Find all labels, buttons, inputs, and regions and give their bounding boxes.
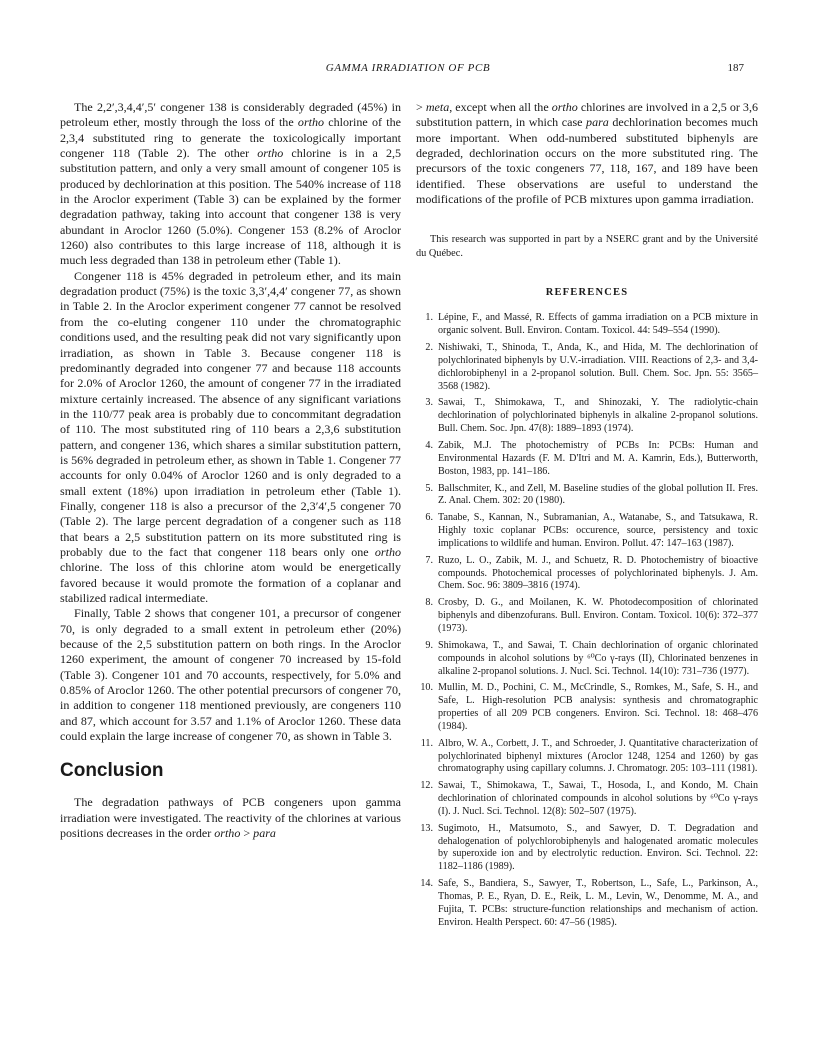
reference-number: 12. bbox=[420, 780, 433, 792]
text-run: dechlorination becomes much more important. When odd-numbered substituted biphenyls are degraded, dechlorination occurs on the more substituted ring. The precursors of the toxic congeners 77, 118, 167, and 189 have been identified. These observations are useful to understand the modifications of the profile of PCB mixtures upon gamma irradiation. bbox=[416, 115, 758, 207]
reference-number: 3. bbox=[425, 397, 433, 409]
reference-text: Nishiwaki, T., Shinoda, T., Anda, K., and Hida, M. The dechlorination of polychlorinated biphenyls by U.V.-irradiation. VIII. Reactions of 2,3- and 3,4-dichlorobiphenyl in a 2-propanol solution. Bull. Chem. Soc. Jpn. 55: 3565–3568 (1982). bbox=[438, 342, 758, 392]
reference-item bbox=[416, 440, 758, 479]
body-paragraph bbox=[60, 269, 401, 607]
reference-number: 2. bbox=[425, 342, 433, 354]
text-run: , except when all the bbox=[449, 100, 552, 114]
reference-list bbox=[416, 312, 758, 929]
italic-term: para bbox=[253, 826, 276, 841]
reference-item bbox=[416, 682, 758, 733]
reference-text: Tanabe, S., Kannan, N., Subramanian, A., Watanabe, S., and Tatsukawa, R. Highly toxic coplanar PCBs: occurence, source, persistency and toxic implications to wildlife and human. Environ. Pollut. 47: 147–163 (1987). bbox=[438, 512, 758, 549]
reference-text: Crosby, D. G., and Moilanen, K. W. Photodecomposition of chlorinated biphenyls and dibenzofurans. Bull. Environ. Contam. Toxicol. 10(6): 372–377 (1973). bbox=[438, 597, 758, 634]
page-number: 187 bbox=[727, 62, 744, 74]
italic-term: ortho bbox=[214, 826, 241, 841]
left-column bbox=[60, 100, 401, 841]
reference-item bbox=[416, 397, 758, 436]
reference-number: 9. bbox=[425, 639, 433, 651]
references-heading: REFERENCES bbox=[545, 287, 629, 299]
reference-number: 8. bbox=[425, 597, 433, 609]
reference-item bbox=[416, 738, 758, 777]
reference-text: Sawai, T., Shimokawa, T., Sawai, T., Hosoda, I., and Kondo, M. Chain dechlorination of chlorinated compounds in alcohol solutions by ⁶⁰Co γ-rays (I). J. Nucl. Sci. Technol. 12(8): 502–507 (1975). bbox=[438, 780, 758, 817]
text-run: > bbox=[416, 100, 426, 114]
reference-text: Sawai, T., Shimokawa, T., and Shinozaki, Y. The radiolytic-chain dechlorination of polychlorinated biphenyls in alkaline 2-propanol solutions. Bull. Chem. Soc. Jpn. 47(8): 1889–1893 (1974). bbox=[438, 397, 758, 435]
body-paragraph bbox=[60, 606, 401, 744]
acknowledgment: This research was supported in part by a NSERC grant and by the Université du Québec. bbox=[416, 234, 758, 259]
reference-item bbox=[416, 878, 758, 929]
reference-item bbox=[416, 342, 758, 393]
text-run: The degradation pathways of PCB congeners upon gamma irradiation were investigated. The reactivity of the chlorines at various positions decreases in the order bbox=[60, 795, 401, 841]
italic-term: ortho bbox=[551, 100, 578, 114]
italic-term: ortho bbox=[374, 544, 401, 559]
reference-text: Zabik, M.J. The photochemistry of PCBs In: PCBs: Human and Environmental Hazards (F. M. D'Itri and M. A. Kamrin, Eds.), Butterworth, Boston, 1983, pp. 141–186. bbox=[438, 440, 758, 477]
italic-term: meta bbox=[425, 100, 450, 114]
reference-item bbox=[416, 555, 758, 594]
reference-text: Albro, W. A., Corbett, J. T., and Schroeder, J. Quantitative characterization of polychlorinated biphenyl mixtures (Aroclor 1248, 1254 and 1260) by gas chromatography using capillary columns. J. Chromatogr. 205: 103–111 (1981). bbox=[438, 737, 758, 775]
conclusion-paragraph-continued bbox=[416, 100, 758, 207]
reference-text: Ruzo, L. O., Zabik, M. J., and Schuetz, R. D. Photochemistry of bioactive compounds. Photochemical processes of polychlorinated biphenyls. J. Am. Chem. Soc. 96: 3809–3816 (1974). bbox=[438, 554, 758, 592]
text-run: > bbox=[240, 826, 254, 841]
reference-text: Lépine, F., and Massé, R. Effects of gamma irradiation on a PCB mixture in organic solvent. Bull. Environ. Contam. Toxicol. 44: 549–554 (1990). bbox=[438, 312, 758, 337]
reference-number: 5. bbox=[425, 482, 433, 494]
running-head: GAMMA IRRADIATION OF PCB bbox=[325, 62, 491, 74]
reference-text: Shimokawa, T., and Sawai, T. Chain dechlorination of organic chlorinated compounds in alcohol solutions by ⁶⁰Co γ-rays (II), Chlorinated benzenes in alkaline 2-propanol solutions. J. Nucl. Sci. Technol. 14(10): 731–736 (1977). bbox=[438, 639, 758, 677]
reference-item bbox=[416, 640, 758, 679]
reference-item bbox=[416, 483, 758, 509]
reference-text: Ballschmiter, K., and Zell, M. Baseline studies of the global pollution II. Fres. Z. Anal. Chem. 302: 20 (1980). bbox=[438, 482, 758, 507]
reference-item bbox=[416, 597, 758, 636]
italic-term: para bbox=[586, 115, 609, 130]
reference-number: 1. bbox=[425, 312, 433, 324]
reference-item bbox=[416, 780, 758, 819]
reference-item bbox=[416, 823, 758, 874]
reference-number: 6. bbox=[425, 512, 433, 524]
reference-text: Safe, S., Bandiera, S., Sawyer, T., Robertson, L., Safe, L., Parkinson, A., Thomas, P. E., Ryan, D. E., Reik, L. M., Levin, W., Denomme, M. A., and Fujita, T. PCBs: structure-function relationships and mechanism of action. Environ. Health Perspect. 60: 47–56 (1985). bbox=[438, 878, 758, 928]
text-run: chlorines are involved in a 2,5 or 3,6 substitution pattern, in which case bbox=[416, 100, 758, 130]
text-run: chlorine. The loss of this chlorine atom would be energetically favored because it would promote the formation of a coplanar and stabilized radical intermediate. bbox=[60, 560, 401, 605]
text-run: chlorine is in a 2,5 substitution pattern, and only a very small amount of congener 105 is produced by dechlorination at this position. The 540% increase of 118 in the Aroclor experiment (Table 3) can be explained by the former degradation pathway, taking into account that congener 138 is very abundant in Aroclor 1260 (5.0%). Congener 153 (8.2% of Aroclor 1260) also contributes to this large increase of 118, although it is much less degraded than 138 in petroleum ether (Table 1). bbox=[60, 146, 401, 268]
conclusion-paragraph bbox=[60, 795, 401, 841]
body-paragraph bbox=[60, 100, 401, 269]
reference-item bbox=[416, 312, 758, 338]
text-run: The 2,2′,3,4,4′,5′ congener 138 is considerably degraded (45%) in petroleum ether, mostly through the loss of the bbox=[60, 100, 401, 130]
reference-item bbox=[416, 512, 758, 551]
reference-number: 11. bbox=[420, 737, 433, 749]
reference-text: Mullin, M. D., Pochini, C. M., McCrindle, S., Romkes, M., Safe, S. H., and Safe, L. High-resolution PCB analysis: synthesis and chromatographic properties of all 209 PCB congeners. Environ. Sci. Technol. 18: 468–476 (1984). bbox=[438, 682, 758, 732]
section-heading-conclusion: Conclusion bbox=[60, 760, 164, 782]
reference-number: 10. bbox=[420, 682, 433, 694]
italic-term: ortho bbox=[297, 115, 325, 130]
reference-number: 7. bbox=[425, 554, 433, 566]
text-run: Congener 118 is 45% degraded in petroleum ether, and its main degradation product (75%) is the toxic 3,3′,4,4′ congener 77, as shown in Table 2. In the Aroclor experiment congener 77 cannot be resolved from the co-eluting congener 110 under the chromatographic conditions used, and the resulting peak did not vary significantly upon irradiation, as shown in Table 3. Because congener 118 is predominantly degraded into congener 77 and because 118 accounts for 2.0% of Aroclor 1260, the amount of congener 77 in the irradiated mixture certainly increased. The absence of any significant variations in the 110/77 peak area is probably due to concommitant degradation of 110. The most substituted ring of 110 bears a 2,3,6 substitution pattern, and congener 136, which shares a similar substitution pattern, is 56% degraded in petroleum ether, as shown in Table 1. Congener 77 accounts for only 0.04% of Aroclor 1260 and is only degraded to a small extent (18%) upon irradiation in petroleum ether (Table 1). Finally, congener 118 is also a precursor of the 2,3′4′,5 congener 70 (Table 2). The large percent degradation of a congener such as 118 that bears a 2,5 substitution pattern on its more substituted ring is probably due to the fact that congener 118 bears only one bbox=[60, 268, 401, 559]
italic-term: ortho bbox=[257, 146, 284, 161]
reference-number: 14. bbox=[420, 878, 433, 890]
reference-number: 4. bbox=[425, 440, 433, 451]
reference-text: Sugimoto, H., Matsumoto, S., and Sawyer, D. T. Degradation and dehalogenation of polychlorobiphenyls and halogenated aromatic molecules by superoxide ion and by electrolytic reduction. Environ. Sci. Technol. 22: 1182–1186 (1989). bbox=[438, 822, 758, 873]
text-run: chlorine of the 2,3,4 substituted ring to generate the toxicologically important congener 118 (Table 2). The other bbox=[60, 115, 401, 161]
reference-number: 13. bbox=[420, 822, 433, 834]
text-run: Finally, Table 2 shows that congener 101, a precursor of congener 70, is only degraded to a small extent in petroleum ether (20%) because of the 2,5 substitution pattern on both rings. In the Aroclor 1260 experiment, the amount of congener 70 increased by 15-fold (Table 3). Congener 101 and 70 accounts, respectively, for 5.0% and 0.85% of Aroclor 1260. The other potential precursors of congener 70, in addition to congener 118 mentioned previously, are congeners 110 and 87, which account for 3.57 and 1.1% of Aroclor 1260. These data could explain the large increase of congener 70, as shown in Table 3. bbox=[60, 606, 401, 744]
right-column bbox=[416, 100, 758, 934]
